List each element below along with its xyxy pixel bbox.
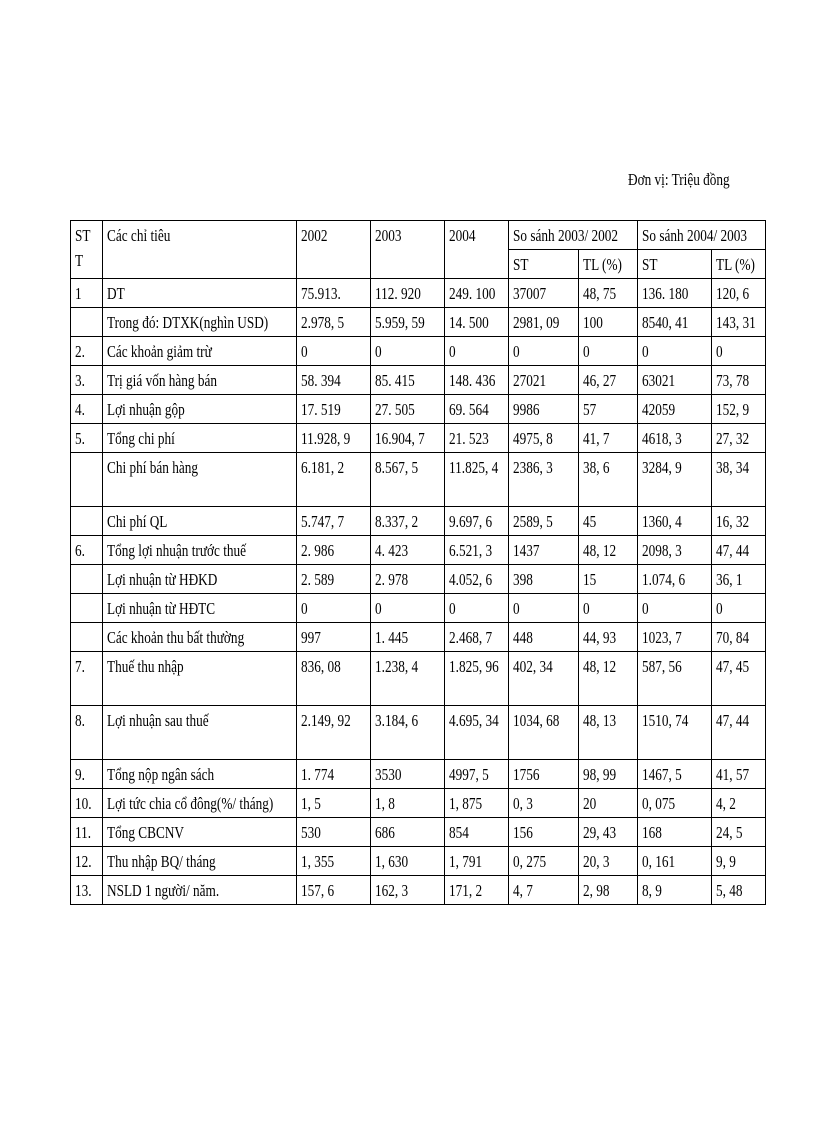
value-2003-cell: 27. 505 bbox=[371, 395, 445, 424]
tl-2004-2003-cell: 27, 32 bbox=[712, 424, 766, 453]
stt-cell: 6. bbox=[71, 536, 103, 565]
st-2004-2003-cell: 0, 161 bbox=[638, 847, 712, 876]
tl-2004-2003-cell: 143, 31 bbox=[712, 308, 766, 337]
table-row bbox=[71, 706, 766, 760]
st-2003-2002-cell: 0, 275 bbox=[509, 847, 579, 876]
value-2003-cell: 112. 920 bbox=[371, 279, 445, 308]
header-year-2004: 2004 bbox=[445, 221, 509, 279]
stt-cell: 12. bbox=[71, 847, 103, 876]
tl-2004-2003-cell: 47, 44 bbox=[712, 536, 766, 565]
financial-report-table bbox=[70, 220, 766, 905]
tl-2004-2003-cell: 24, 5 bbox=[712, 818, 766, 847]
stt-cell bbox=[71, 507, 103, 536]
value-2004-cell: 2.468, 7 bbox=[445, 623, 509, 652]
tl-2004-2003-cell: 4, 2 bbox=[712, 789, 766, 818]
indicator-cell: Các khoản thu bất thường bbox=[103, 623, 297, 652]
st-2004-2003-cell: 1360, 4 bbox=[638, 507, 712, 536]
tl-2003-2002-cell: 41, 7 bbox=[579, 424, 638, 453]
table-row bbox=[71, 279, 766, 308]
st-2004-2003-cell: 1.074, 6 bbox=[638, 565, 712, 594]
table-row bbox=[71, 507, 766, 536]
stt-cell: 10. bbox=[71, 789, 103, 818]
indicator-cell: Lợi nhuận từ HĐKD bbox=[103, 565, 297, 594]
st-2003-2002-cell: 2589, 5 bbox=[509, 507, 579, 536]
st-2004-2003-cell: 8, 9 bbox=[638, 876, 712, 905]
st-2003-2002-cell: 0 bbox=[509, 337, 579, 366]
value-2003-cell: 85. 415 bbox=[371, 366, 445, 395]
indicator-cell: Tổng nộp ngân sách bbox=[103, 760, 297, 789]
table-row bbox=[71, 536, 766, 565]
indicator-cell: DT bbox=[103, 279, 297, 308]
tl-2003-2002-cell: 15 bbox=[579, 565, 638, 594]
value-2004-cell: 1.825, 96 bbox=[445, 652, 509, 706]
table-row bbox=[71, 395, 766, 424]
indicator-cell: Chi phí QL bbox=[103, 507, 297, 536]
value-2004-cell: 0 bbox=[445, 594, 509, 623]
value-2002-cell: 530 bbox=[297, 818, 371, 847]
value-2002-cell: 75.913. bbox=[297, 279, 371, 308]
value-2004-cell: 6.521, 3 bbox=[445, 536, 509, 565]
st-2004-2003-cell: 0 bbox=[638, 337, 712, 366]
st-2003-2002-cell: 2981, 09 bbox=[509, 308, 579, 337]
value-2003-cell: 3530 bbox=[371, 760, 445, 789]
table-row bbox=[71, 424, 766, 453]
st-2003-2002-cell: 27021 bbox=[509, 366, 579, 395]
value-2002-cell: 1, 5 bbox=[297, 789, 371, 818]
value-2002-cell: 0 bbox=[297, 594, 371, 623]
tl-2003-2002-cell: 29, 43 bbox=[579, 818, 638, 847]
st-2004-2003-cell: 3284, 9 bbox=[638, 453, 712, 507]
value-2003-cell: 2. 978 bbox=[371, 565, 445, 594]
value-2004-cell: 11.825, 4 bbox=[445, 453, 509, 507]
value-2004-cell: 171, 2 bbox=[445, 876, 509, 905]
st-2003-2002-cell: 1437 bbox=[509, 536, 579, 565]
st-2004-2003-cell: 8540, 41 bbox=[638, 308, 712, 337]
st-2003-2002-cell: 398 bbox=[509, 565, 579, 594]
value-2002-cell: 58. 394 bbox=[297, 366, 371, 395]
value-2004-cell: 21. 523 bbox=[445, 424, 509, 453]
header-compare-2004-2003: So sánh 2004/ 2003 bbox=[638, 221, 766, 250]
value-2004-cell: 4.695, 34 bbox=[445, 706, 509, 760]
value-2003-cell: 8.337, 2 bbox=[371, 507, 445, 536]
tl-2003-2002-cell: 20 bbox=[579, 789, 638, 818]
tl-2003-2002-cell: 57 bbox=[579, 395, 638, 424]
tl-2003-2002-cell: 48, 13 bbox=[579, 706, 638, 760]
st-2003-2002-cell: 0 bbox=[509, 594, 579, 623]
value-2004-cell: 1, 791 bbox=[445, 847, 509, 876]
value-2002-cell: 0 bbox=[297, 337, 371, 366]
value-2004-cell: 4997, 5 bbox=[445, 760, 509, 789]
value-2002-cell: 1, 355 bbox=[297, 847, 371, 876]
tl-2004-2003-cell: 0 bbox=[712, 594, 766, 623]
value-2002-cell: 2.978, 5 bbox=[297, 308, 371, 337]
value-2002-cell: 836, 08 bbox=[297, 652, 371, 706]
stt-cell bbox=[71, 623, 103, 652]
value-2002-cell: 2. 589 bbox=[297, 565, 371, 594]
header-stt: ST T bbox=[71, 221, 103, 279]
tl-2004-2003-cell: 47, 45 bbox=[712, 652, 766, 706]
tl-2003-2002-cell: 46, 27 bbox=[579, 366, 638, 395]
tl-2003-2002-cell: 48, 12 bbox=[579, 652, 638, 706]
tl-2003-2002-cell: 48, 12 bbox=[579, 536, 638, 565]
tl-2003-2002-cell: 100 bbox=[579, 308, 638, 337]
value-2002-cell: 17. 519 bbox=[297, 395, 371, 424]
tl-2003-2002-cell: 38, 6 bbox=[579, 453, 638, 507]
table-row bbox=[71, 876, 766, 905]
stt-cell: 8. bbox=[71, 706, 103, 760]
stt-cell: 7. bbox=[71, 652, 103, 706]
st-2003-2002-cell: 37007 bbox=[509, 279, 579, 308]
stt-cell: 9. bbox=[71, 760, 103, 789]
tl-2004-2003-cell: 0 bbox=[712, 337, 766, 366]
header-row-1 bbox=[71, 221, 766, 250]
indicator-cell: Tổng lợi nhuận trước thuế bbox=[103, 536, 297, 565]
header-year-2002: 2002 bbox=[297, 221, 371, 279]
tl-2004-2003-cell: 152, 9 bbox=[712, 395, 766, 424]
indicator-cell: Trị giá vốn hàng bán bbox=[103, 366, 297, 395]
indicator-cell: Thuế thu nhập bbox=[103, 652, 297, 706]
st-2003-2002-cell: 1034, 68 bbox=[509, 706, 579, 760]
value-2004-cell: 148. 436 bbox=[445, 366, 509, 395]
stt-cell: 4. bbox=[71, 395, 103, 424]
table-row bbox=[71, 453, 766, 507]
value-2003-cell: 0 bbox=[371, 337, 445, 366]
table-row bbox=[71, 366, 766, 395]
tl-2003-2002-cell: 45 bbox=[579, 507, 638, 536]
indicator-cell: Lợi tức chia cổ đông(%/ tháng) bbox=[103, 789, 297, 818]
table-row bbox=[71, 818, 766, 847]
tl-2004-2003-cell: 9, 9 bbox=[712, 847, 766, 876]
st-2004-2003-cell: 168 bbox=[638, 818, 712, 847]
st-2004-2003-cell: 0 bbox=[638, 594, 712, 623]
stt-cell: 11. bbox=[71, 818, 103, 847]
st-2003-2002-cell: 4, 7 bbox=[509, 876, 579, 905]
st-2004-2003-cell: 587, 56 bbox=[638, 652, 712, 706]
st-2004-2003-cell: 1023, 7 bbox=[638, 623, 712, 652]
value-2003-cell: 686 bbox=[371, 818, 445, 847]
value-2003-cell: 8.567, 5 bbox=[371, 453, 445, 507]
value-2002-cell: 5.747, 7 bbox=[297, 507, 371, 536]
value-2003-cell: 162, 3 bbox=[371, 876, 445, 905]
st-2003-2002-cell: 1756 bbox=[509, 760, 579, 789]
value-2003-cell: 16.904, 7 bbox=[371, 424, 445, 453]
st-2003-2002-cell: 9986 bbox=[509, 395, 579, 424]
value-2004-cell: 9.697, 6 bbox=[445, 507, 509, 536]
tl-2004-2003-cell: 36, 1 bbox=[712, 565, 766, 594]
indicator-cell: Chi phí bán hàng bbox=[103, 453, 297, 507]
tl-2004-2003-cell: 38, 34 bbox=[712, 453, 766, 507]
stt-cell bbox=[71, 565, 103, 594]
header-st-2: ST bbox=[638, 250, 712, 279]
table-row bbox=[71, 760, 766, 789]
table-row bbox=[71, 847, 766, 876]
stt-cell bbox=[71, 308, 103, 337]
st-2003-2002-cell: 0, 3 bbox=[509, 789, 579, 818]
indicator-cell: Tổng CBCNV bbox=[103, 818, 297, 847]
stt-cell: 13. bbox=[71, 876, 103, 905]
tl-2004-2003-cell: 5, 48 bbox=[712, 876, 766, 905]
tl-2004-2003-cell: 47, 44 bbox=[712, 706, 766, 760]
stt-cell: 1 bbox=[71, 279, 103, 308]
table-row bbox=[71, 652, 766, 706]
indicator-cell: Lợi nhuận từ HĐTC bbox=[103, 594, 297, 623]
st-2004-2003-cell: 1467, 5 bbox=[638, 760, 712, 789]
stt-cell: 2. bbox=[71, 337, 103, 366]
tl-2004-2003-cell: 70, 84 bbox=[712, 623, 766, 652]
indicator-cell: Thu nhập BQ/ tháng bbox=[103, 847, 297, 876]
value-2003-cell: 1.238, 4 bbox=[371, 652, 445, 706]
st-2004-2003-cell: 1510, 74 bbox=[638, 706, 712, 760]
value-2002-cell: 11.928, 9 bbox=[297, 424, 371, 453]
header-compare-2003-2002: So sánh 2003/ 2002 bbox=[509, 221, 638, 250]
value-2004-cell: 14. 500 bbox=[445, 308, 509, 337]
value-2003-cell: 0 bbox=[371, 594, 445, 623]
table-body bbox=[71, 221, 766, 905]
value-2002-cell: 2.149, 92 bbox=[297, 706, 371, 760]
value-2003-cell: 5.959, 59 bbox=[371, 308, 445, 337]
st-2003-2002-cell: 448 bbox=[509, 623, 579, 652]
value-2002-cell: 2. 986 bbox=[297, 536, 371, 565]
table-row bbox=[71, 789, 766, 818]
header-tl-1: TL (%) bbox=[579, 250, 638, 279]
header-tl-2: TL (%) bbox=[712, 250, 766, 279]
header-year-2003: 2003 bbox=[371, 221, 445, 279]
value-2004-cell: 249. 100 bbox=[445, 279, 509, 308]
header-st-1: ST bbox=[509, 250, 579, 279]
indicator-cell: Lợi nhuận gộp bbox=[103, 395, 297, 424]
value-2004-cell: 0 bbox=[445, 337, 509, 366]
value-2003-cell: 1. 445 bbox=[371, 623, 445, 652]
value-2004-cell: 1, 875 bbox=[445, 789, 509, 818]
stt-cell bbox=[71, 594, 103, 623]
table-row bbox=[71, 565, 766, 594]
tl-2003-2002-cell: 2, 98 bbox=[579, 876, 638, 905]
tl-2004-2003-cell: 16, 32 bbox=[712, 507, 766, 536]
tl-2003-2002-cell: 44, 93 bbox=[579, 623, 638, 652]
value-2002-cell: 6.181, 2 bbox=[297, 453, 371, 507]
value-2003-cell: 3.184, 6 bbox=[371, 706, 445, 760]
header-indicator: Các chỉ tiêu bbox=[103, 221, 297, 279]
indicator-cell: Tổng chi phí bbox=[103, 424, 297, 453]
value-2003-cell: 1, 630 bbox=[371, 847, 445, 876]
indicator-cell: NSLD 1 người/ năm. bbox=[103, 876, 297, 905]
value-2003-cell: 4. 423 bbox=[371, 536, 445, 565]
indicator-cell: Trong đó: DTXK(nghìn USD) bbox=[103, 308, 297, 337]
st-2004-2003-cell: 63021 bbox=[638, 366, 712, 395]
value-2002-cell: 157, 6 bbox=[297, 876, 371, 905]
table-row bbox=[71, 623, 766, 652]
st-2003-2002-cell: 402, 34 bbox=[509, 652, 579, 706]
tl-2004-2003-cell: 73, 78 bbox=[712, 366, 766, 395]
tl-2003-2002-cell: 98, 99 bbox=[579, 760, 638, 789]
st-2003-2002-cell: 4975, 8 bbox=[509, 424, 579, 453]
tl-2003-2002-cell: 0 bbox=[579, 337, 638, 366]
tl-2004-2003-cell: 120, 6 bbox=[712, 279, 766, 308]
st-2004-2003-cell: 0, 075 bbox=[638, 789, 712, 818]
value-2004-cell: 854 bbox=[445, 818, 509, 847]
st-2003-2002-cell: 2386, 3 bbox=[509, 453, 579, 507]
stt-cell: 5. bbox=[71, 424, 103, 453]
table-row bbox=[71, 337, 766, 366]
value-2002-cell: 1. 774 bbox=[297, 760, 371, 789]
tl-2003-2002-cell: 48, 75 bbox=[579, 279, 638, 308]
value-2002-cell: 997 bbox=[297, 623, 371, 652]
st-2004-2003-cell: 42059 bbox=[638, 395, 712, 424]
stt-cell: 3. bbox=[71, 366, 103, 395]
st-2004-2003-cell: 2098, 3 bbox=[638, 536, 712, 565]
st-2004-2003-cell: 4618, 3 bbox=[638, 424, 712, 453]
stt-cell bbox=[71, 453, 103, 507]
table-row bbox=[71, 594, 766, 623]
table-row bbox=[71, 308, 766, 337]
st-2004-2003-cell: 136. 180 bbox=[638, 279, 712, 308]
tl-2003-2002-cell: 20, 3 bbox=[579, 847, 638, 876]
value-2004-cell: 4.052, 6 bbox=[445, 565, 509, 594]
indicator-cell: Các khoản giảm trừ bbox=[103, 337, 297, 366]
unit-label: Đơn vị: Triệu đồng bbox=[628, 170, 730, 189]
tl-2004-2003-cell: 41, 57 bbox=[712, 760, 766, 789]
tl-2003-2002-cell: 0 bbox=[579, 594, 638, 623]
st-2003-2002-cell: 156 bbox=[509, 818, 579, 847]
indicator-cell: Lợi nhuận sau thuế bbox=[103, 706, 297, 760]
value-2003-cell: 1, 8 bbox=[371, 789, 445, 818]
value-2004-cell: 69. 564 bbox=[445, 395, 509, 424]
